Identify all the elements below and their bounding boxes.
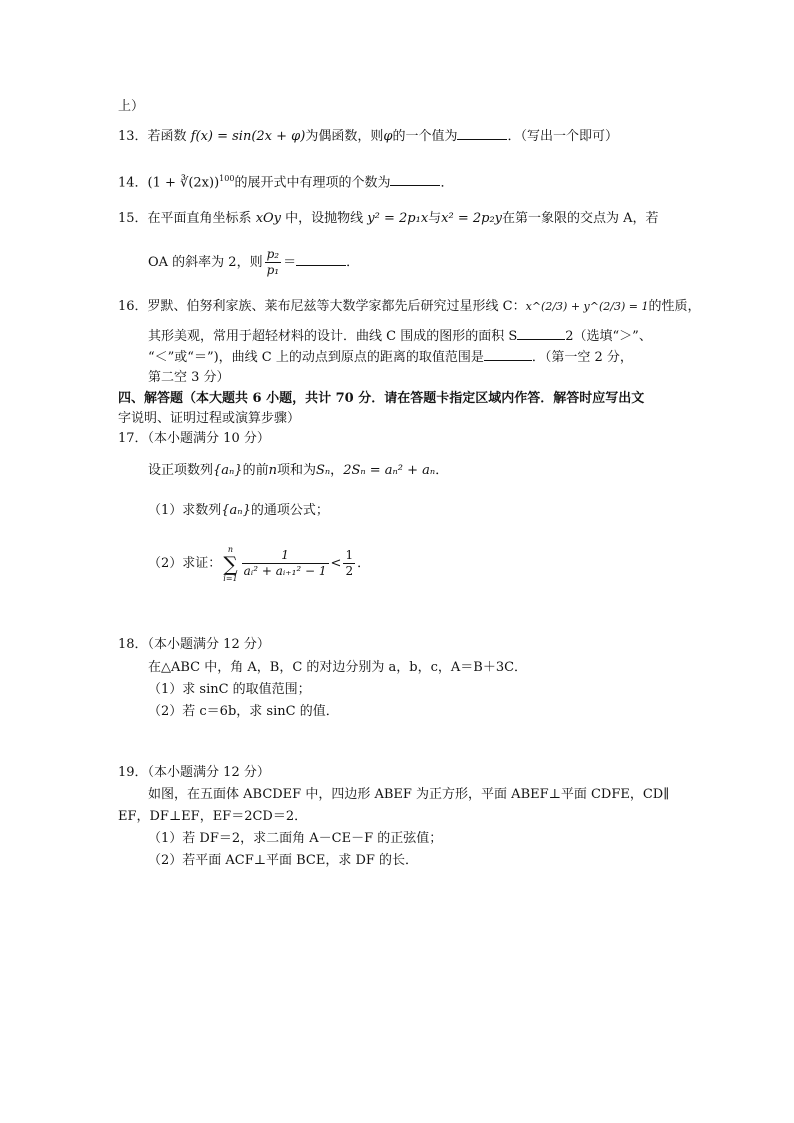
q14-text-2: ． [440,175,454,191]
q16-text-2: 的性质， [648,299,701,314]
question-14 [118,170,453,192]
q17-less-than: < [330,556,342,571]
q17-sum-lower: i=1 [223,573,238,583]
question-17-statement [148,462,448,480]
q14-text-1: 的展开式中有理项的个数为 [234,175,391,191]
section-4-header-line-1: 四、解答题（本大题共 6 小题，共计 70 分．请在答题卡指定区域内作答．解答时应写出文 [118,391,645,406]
question-19-part-2: （2）若平面 ACF⊥平面 BCE，求 DF 的长． [148,853,419,868]
q17-sequence: {aₙ} [213,463,243,478]
q13-function-expr: f(x) = sin(2x + φ) [190,129,306,144]
q14-number: 14． [118,175,148,191]
q15-number: 15． [118,211,148,226]
q17-text-a: 设正项数列 [148,463,214,478]
q16-text-1: 罗默、伯努利家族、莱布尼兹等大数学家都先后研究过星形线 C： [147,299,526,314]
question-18-part-2: （2）若 c＝6b，求 sinC 的值． [148,704,339,719]
q14-exponent: 100 [219,174,235,183]
q16-line3-text-a: “＜”或“＝”)，曲线 C 上的动点到原点的距离的取值范围是 [148,350,484,365]
question-16-line-3 [148,348,633,367]
q13-number: 13． [118,129,148,144]
q17-text-d: ， [330,463,344,478]
q15-frac-den: p₁ [266,263,280,277]
question-18-heading: 18．（本小题满分 12 分） [118,637,270,652]
q17-text-b: 的前 [242,463,269,478]
q17-half [343,548,355,579]
q15-text-3: 与 [428,211,442,226]
q17-text-e: ． [435,463,449,478]
question-15-line-2 [148,246,359,280]
q17-sum-sigma: ∑ [223,551,238,576]
q15-frac-num: p₂ [266,247,280,261]
q16-line2-text-a: 其形美观，常用于超轻材料的设计．曲线 C 围成的图形的面积 S [148,329,518,344]
q15-answer-blank[interactable] [296,253,346,266]
question-19-statement-line-2: EF，DF⊥EF，EF＝2CD＝2． [118,809,308,824]
question-17-part-2 [148,542,370,586]
q17-text-c: 项和为 [276,463,316,478]
q16-curve-eq: x^(2/3) + y^(2/3) = 1 [525,300,649,313]
question-15-line-1 [118,210,659,228]
q16-line3-text-b: ．（第一空 2 分， [531,350,633,365]
q16-blank-2[interactable] [484,348,532,361]
section-4-header-line-2: 字说明、证明过程或演算步骤） [118,411,301,426]
q17-p1-sequence: {aₙ} [221,503,251,518]
question-19-heading: 19．（本小题满分 12 分） [118,765,270,780]
q17-sum-upper: n [227,544,234,554]
q15-fraction [265,247,282,278]
q17-p1-text-b: 的通项公式； [250,503,329,518]
q14-answer-blank[interactable] [390,173,440,186]
question-17-part-1 [148,502,329,520]
q17-p2-text-a: （2）求证： [148,556,222,571]
q14-expr: (1 + ∛(2x)) [147,175,220,191]
q15-line2-text-c: ． [346,255,360,270]
q16-number: 16． [118,299,148,314]
q17-p2-end: ． [357,556,371,571]
q15-line2-text-b: ＝ [283,255,297,270]
q17-sum-fraction [242,548,329,579]
question-18-statement: 在△ABC 中，角 A，B，C 的对边分别为 a，b，c，A＝B＋3C． [148,660,528,675]
q15-text-1: 在平面直角坐标系 [147,211,256,226]
continued-text: 上） [118,99,145,114]
q16-blank-1[interactable] [517,327,565,340]
q15-text-4: 在第一象限的交点为 A，若 [502,211,659,226]
q17-frac-den: aᵢ² + aᵢ₊₁² − 1 [243,564,327,578]
q13-text-2: 为偶函数，则 [305,129,384,144]
q13-text-4: ．（写出一个即可） [507,129,618,144]
q17-half-num: 1 [345,548,354,562]
q13-text-1: 若函数 [147,129,191,144]
q16-line2-text-b: 2（选填“＞”、 [565,329,652,344]
q15-text-2: 中，设抛物线 [281,211,368,226]
q13-text-3: 的一个值为 [392,129,458,144]
q17-p1-text-a: （1）求数列 [148,503,222,518]
question-16-line-1 [118,298,701,316]
question-19-statement-line-1: 如图，在五面体 ABCDEF 中，四边形 ABEF 为正方形，平面 ABEF⊥平面 CDFE，CD∥ [148,787,670,802]
q13-phi: φ [383,129,393,144]
question-13 [118,127,618,146]
question-16-line-4: 第二空 3 分） [148,370,230,385]
q17-sn: Sₙ [315,463,331,478]
question-17-heading: 17．（本小题满分 10 分） [118,431,270,446]
q13-answer-blank[interactable] [457,127,507,140]
q17-n: n [268,463,277,478]
q17-half-den: 2 [345,564,354,578]
q15-parabola-1: y² = 2p₁x [367,211,429,226]
q17-equation: 2Sₙ = aₙ² + aₙ [343,463,436,478]
q15-parabola-2: x² = 2p₂y [441,211,503,226]
q15-xoy: xOy [255,211,282,226]
question-19-part-1: （1）若 DF＝2，求二面角 A－CE－F 的正弦值； [148,831,443,846]
q17-summation [223,545,237,583]
q17-frac-num: 1 [242,548,329,564]
question-18-part-1: （1）求 sinC 的取值范围； [148,682,311,697]
question-16-line-2 [148,327,652,346]
q15-line2-text-a: OA 的斜率为 2，则 [148,255,263,270]
